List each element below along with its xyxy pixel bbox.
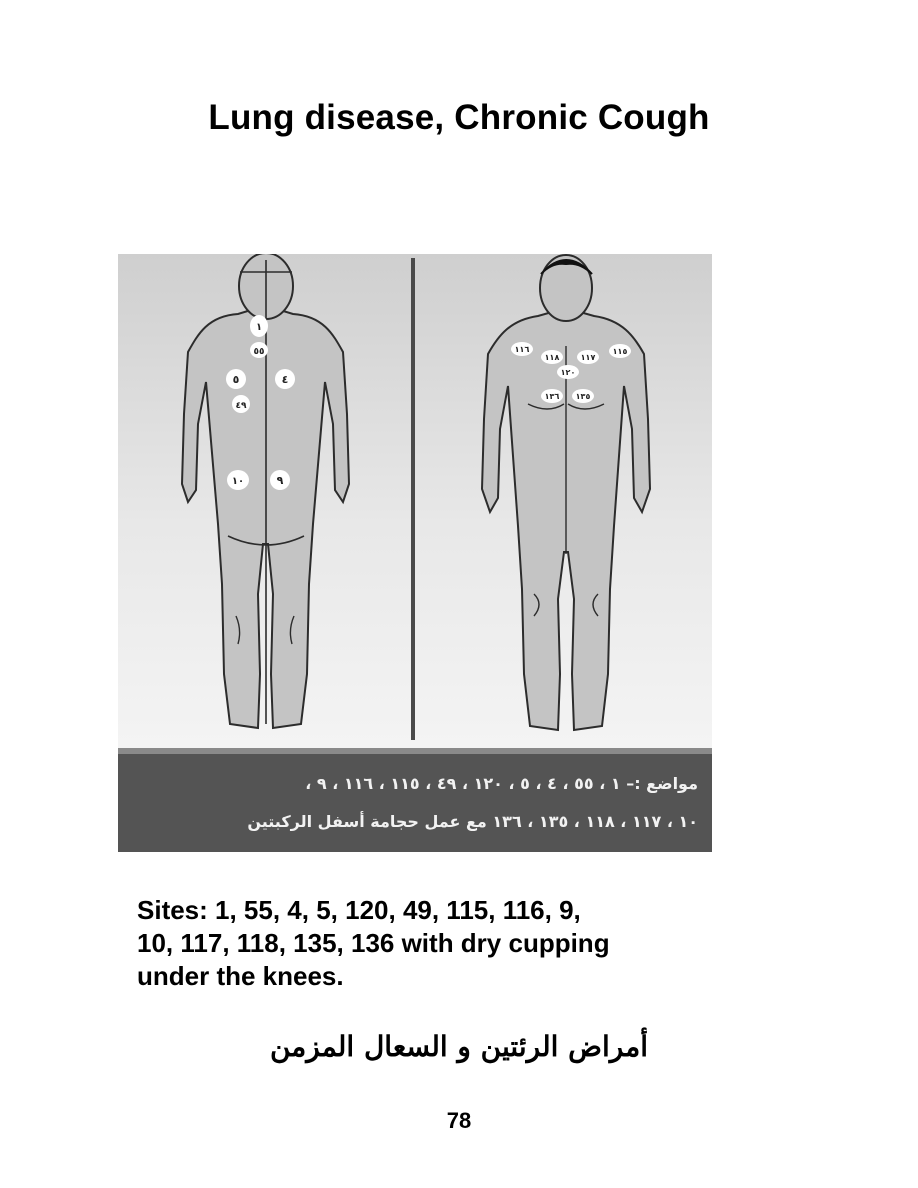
arabic-title: أمراض الرئتين و السعال المزمن — [269, 1030, 649, 1063]
svg-text:١١٥: ١١٥ — [612, 347, 628, 356]
figure-divider — [411, 258, 415, 740]
cupping-sites-figure — [118, 254, 712, 852]
svg-text:٤٩: ٤٩ — [235, 401, 247, 411]
point-front-120 — [557, 365, 579, 379]
body-diagram — [118, 254, 712, 748]
sites-line-2: 10, 117, 118, 135, 136 with dry cupping — [137, 928, 610, 958]
point-front-135 — [572, 389, 594, 403]
svg-text:١١٧: ١١٧ — [580, 353, 596, 362]
point-back-55 — [250, 342, 268, 358]
point-back-5 — [226, 369, 246, 389]
point-back-4 — [275, 369, 295, 389]
point-front-136 — [541, 389, 563, 403]
point-front-118 — [541, 350, 563, 364]
arabic-caption-bar — [118, 748, 712, 852]
page-number: 78 — [446, 1108, 472, 1133]
svg-text:٥٥: ٥٥ — [253, 347, 265, 357]
arabic-caption-line-1: مواضع :– ١ ، ٥٥ ، ٤ ، ٥ ، ١٢٠ ، ٤٩ ، ١١٥ ، ١١٦ ، ٩ ، — [305, 774, 698, 793]
point-front-116 — [511, 342, 533, 356]
svg-text:١١٦: ١١٦ — [514, 345, 530, 354]
svg-text:١٢٠: ١٢٠ — [560, 368, 576, 377]
arabic-caption-line-2: ١٠ ، ١١٧ ، ١١٨ ، ١٣٥ ، ١٣٦ مع عمل حجامة أسفل الركبتين — [247, 812, 698, 831]
svg-text:١: ١ — [255, 322, 263, 333]
point-back-9 — [270, 470, 290, 490]
svg-text:٤: ٤ — [281, 373, 289, 386]
svg-text:٥: ٥ — [232, 373, 240, 386]
svg-text:١٣٥: ١٣٥ — [575, 392, 591, 401]
point-back-10 — [227, 470, 249, 490]
sites-text — [137, 894, 737, 993]
sites-line-1: Sites: 1, 55, 4, 5, 120, 49, 115, 116, 9, — [137, 895, 581, 925]
svg-text:١١٨: ١١٨ — [544, 353, 560, 362]
page-title: Lung disease, Chronic Cough — [208, 98, 710, 137]
svg-text:٩: ٩ — [276, 474, 284, 487]
svg-text:١٣٦: ١٣٦ — [544, 392, 560, 401]
point-front-117 — [577, 350, 599, 364]
point-back-1 — [250, 315, 268, 337]
svg-text:١٠: ١٠ — [231, 476, 245, 487]
point-front-115 — [609, 344, 631, 358]
point-back-49 — [232, 395, 250, 413]
sites-line-3: under the knees. — [137, 961, 344, 991]
